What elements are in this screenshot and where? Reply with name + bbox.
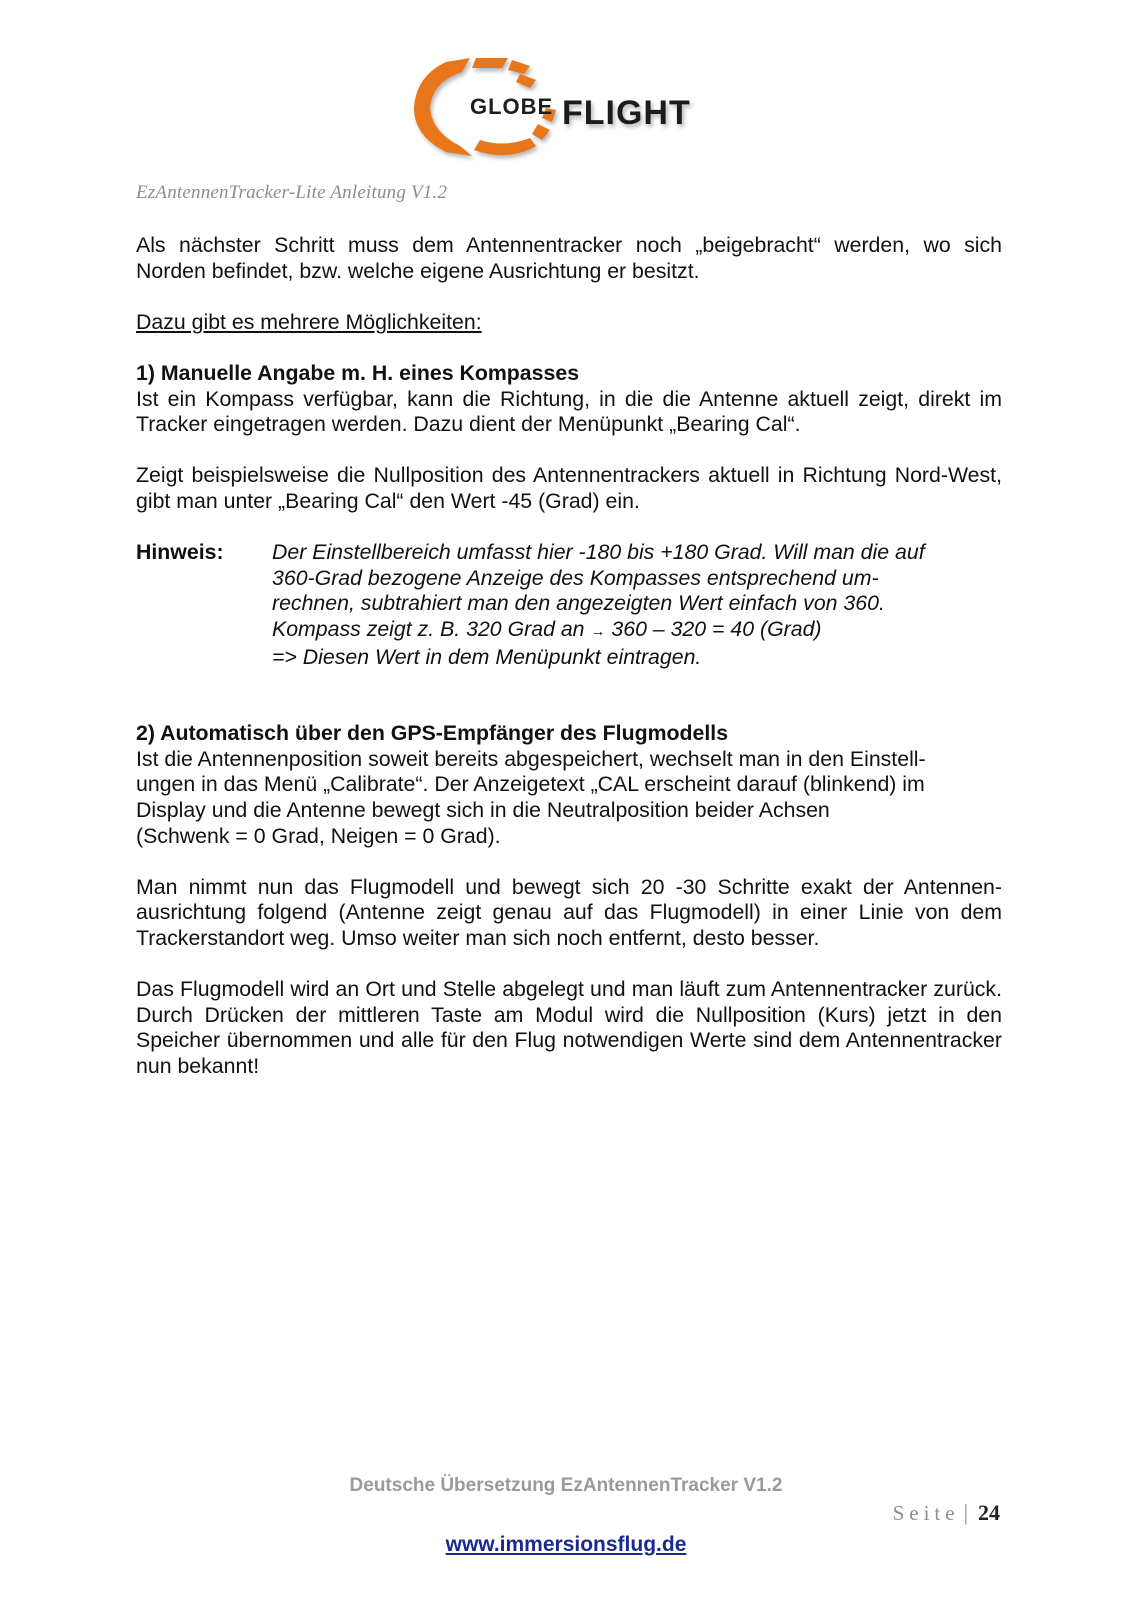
logo-word-flight: FLIGHT [562, 94, 691, 132]
note-line: Der Einstellbereich umfasst hier -180 bis +180 Grad. Will man die auf [272, 540, 925, 565]
website-link[interactable]: www.immersionsflug.de [445, 1533, 687, 1556]
option1-example: Zeigt beispielsweise die Nullposition des Antennentrackers aktuell in Richtung Nord-West, gibt man unter „Bearing Cal“ den Wert -45 (Grad) ein. [136, 463, 1002, 513]
option2-line: Display und die Antenne bewegt sich in die Neutralposition beider Achsen [136, 798, 830, 823]
note-line-part: 360 – 320 = 40 (Grad) [611, 616, 822, 641]
note-line-part: Kompass zeigt z. B. 320 Grad an [272, 616, 585, 641]
page-word: Seite [892, 1501, 960, 1525]
option2-paragraph: Das Flugmodell wird an Ort und Stelle abgelegt und man läuft zum Antennentracker zurück. Durch Drücken der mittleren Taste am Modul wird die Nullposition (Kurs) jetzt in den Speicher übernommen und alle für den Flug notwendigen Werte sind dem Antennentracker nun bekannt! [136, 977, 1002, 1078]
page-number-value: 24 [978, 1500, 1000, 1525]
page-content [136, 233, 1002, 1080]
option2-line: Ist die Antennenposition soweit bereits abgespeichert, wechselt man in den Einstell- [136, 746, 926, 771]
document-header-note: EzAntennenTracker-Lite Anleitung V1.2 [136, 182, 448, 203]
footer-title: Deutsche Übersetzung EzAntennenTracker V1.2 [349, 1475, 783, 1496]
note-line: rechnen, subtrahiert man den angezeigten Wert einfach von 360. [272, 591, 885, 616]
option1-text: Ist ein Kompass verfügbar, kann die Richtung, in die die Antenne aktuell zeigt, direkt im Tracker eingetragen werden. Dazu dient der Menüpunkt „Bearing Cal“. [136, 386, 1002, 437]
arrow-right-icon: → [590, 622, 606, 640]
note-line: => Diesen Wert in dem Menüpunkt eintragen. [272, 644, 702, 669]
note-label: Hinweis: [136, 540, 224, 565]
option2-heading: 2) Automatisch über den GPS-Empfänger des Flugmodells [136, 721, 729, 746]
option1-heading: 1) Manuelle Angabe m. H. eines Kompasses [136, 360, 580, 385]
logo-word-globe: GLOBE [470, 94, 554, 119]
page-number [893, 1500, 1000, 1526]
option2-line: ungen in das Menü „Calibrate“. Der Anzeigetext „CAL erscheint darauf (blinkend) im [136, 772, 925, 797]
options-heading: Dazu gibt es mehrere Möglichkeiten: [136, 309, 482, 334]
option2-paragraph: Man nimmt nun das Flugmodell und bewegt sich 20 -30 Schritte exakt der Antennen-ausrichtung folgend (Antenne zeigt genau auf das Flugmodell) in einer Linie von dem Trackerstandort weg. Umso weiter man sich noch entfernt, desto besser. [136, 874, 1002, 951]
globe-flight-logo [412, 52, 722, 164]
note-block [136, 540, 1002, 670]
note-text [272, 540, 1002, 670]
note-line: 360-Grad bezogene Anzeige des Kompasses entsprechend um- [272, 565, 879, 590]
intro-paragraph: Als nächster Schritt muss dem Antennentracker noch „beigebracht“ werden, wo sich Norden befindet, bzw. welche eigene Ausrichtung er besitzt. [136, 233, 1002, 283]
note-line [272, 617, 1002, 645]
option2-line: (Schwenk = 0 Grad, Neigen = 0 Grad). [136, 823, 501, 848]
page-separator: | [963, 1500, 968, 1525]
